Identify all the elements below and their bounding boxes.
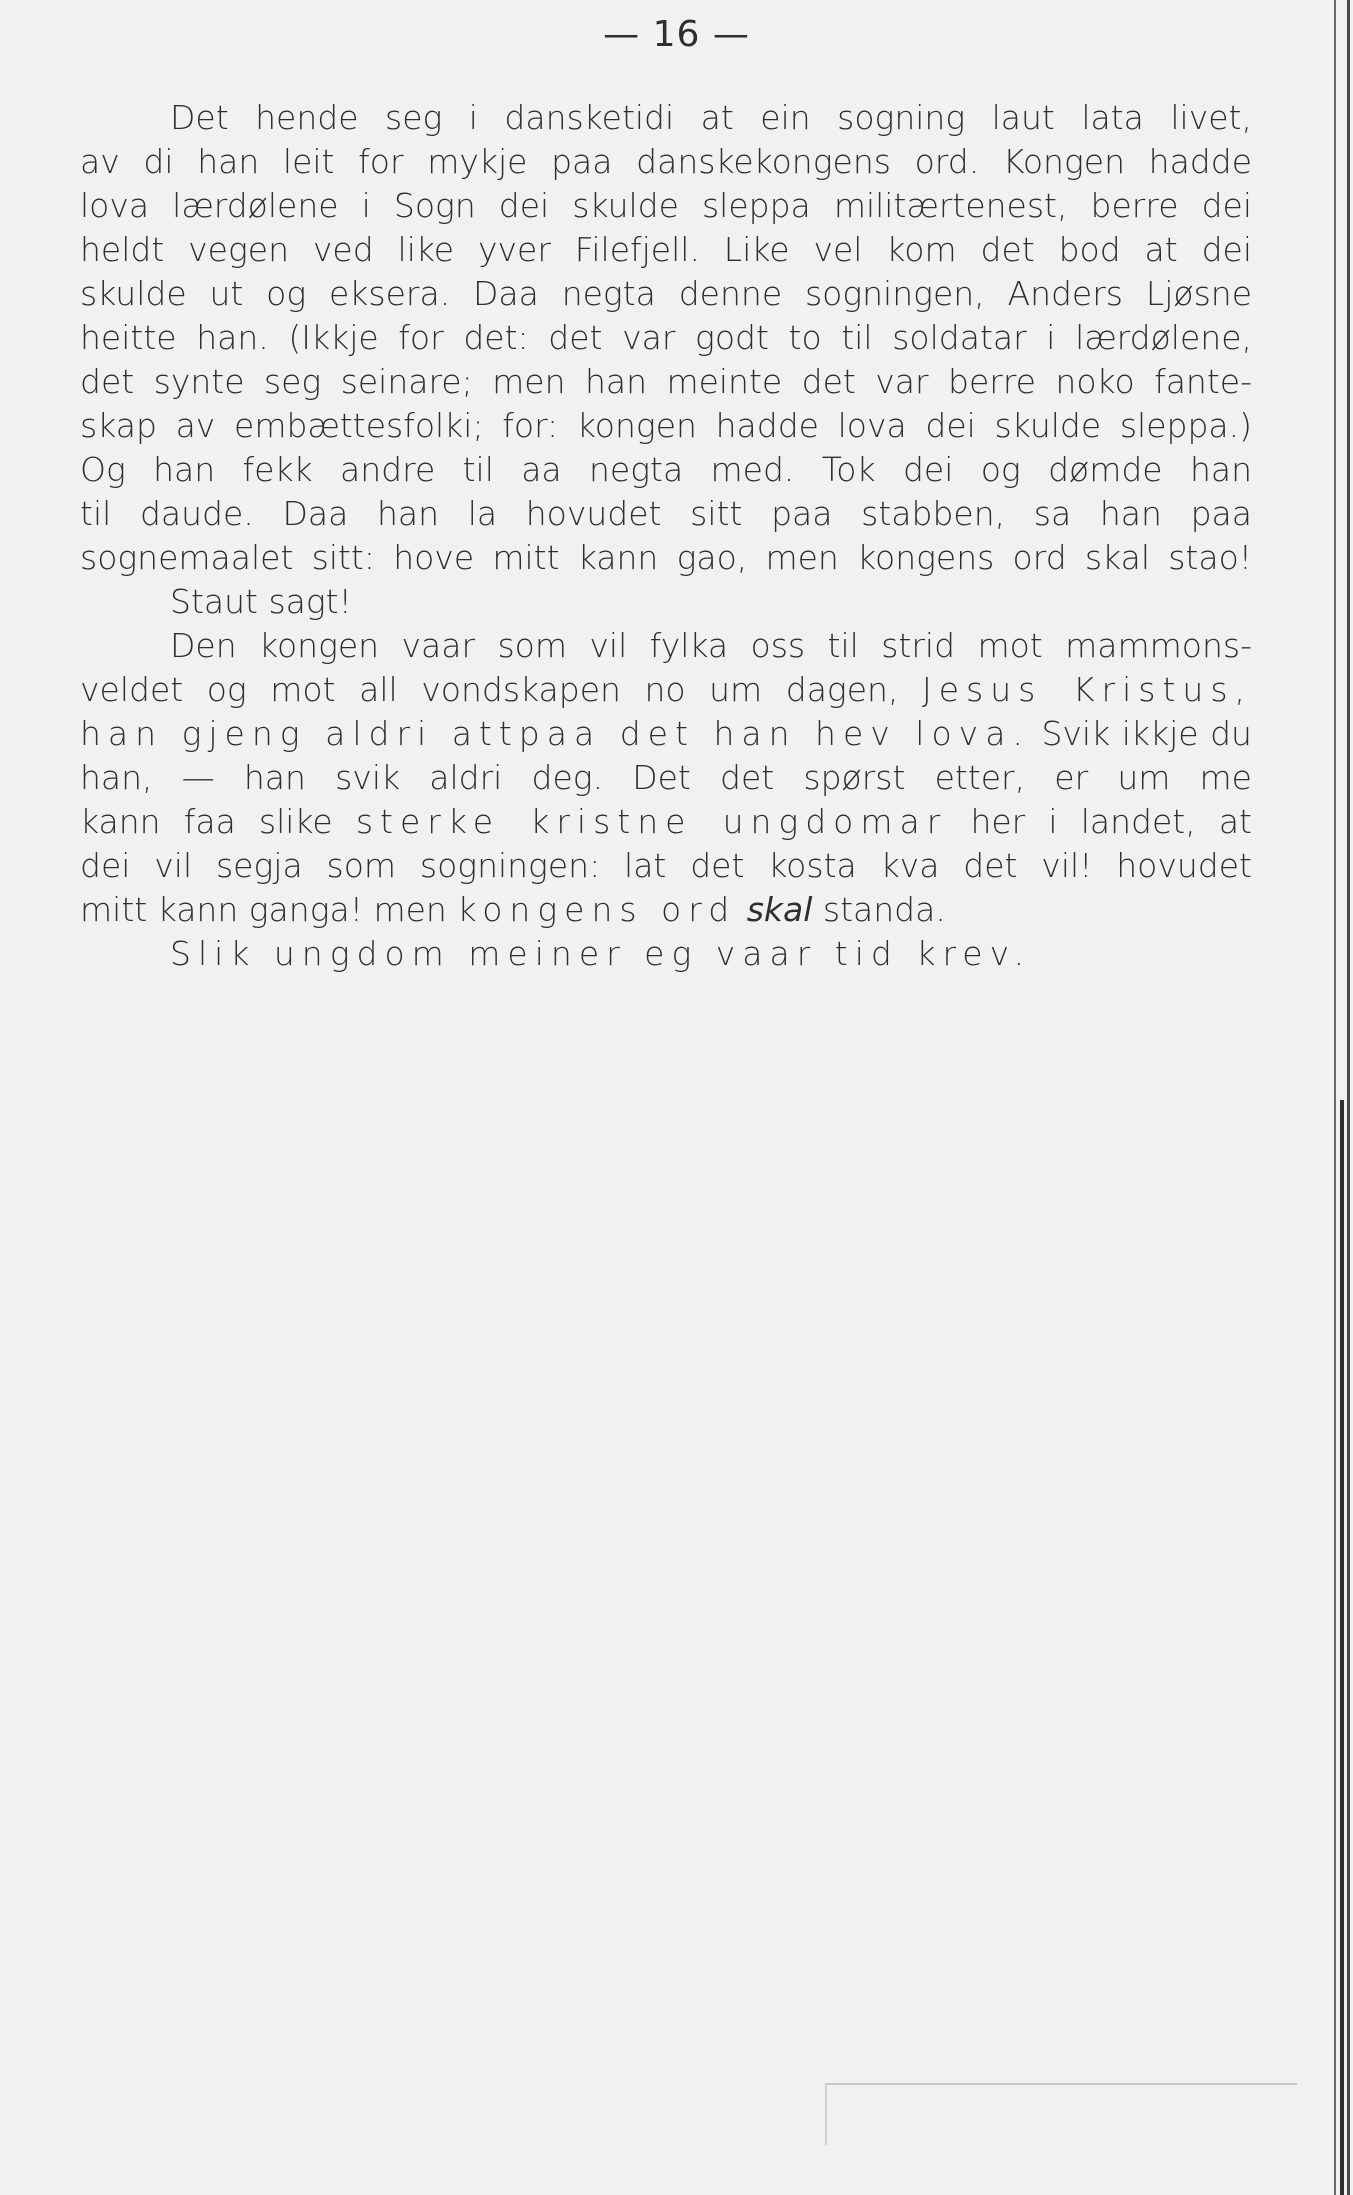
text-line: heldt vegen ved like yver Filefjell. Like vel kom det bod at dei [80,230,1252,269]
text-line: skulde ut og eksera. Daa negta denne sogningen, Anders Ljøsne [80,274,1252,313]
text-fragment: Svik ikkje du [1041,714,1252,753]
spaced-emphasis: kongens ord [457,890,737,929]
paper-crease-mark [825,2083,1297,2145]
text-line: skap av embættesfolki; for: kongen hadde lova dei skulde sleppa.) [80,406,1252,445]
spaced-emphasis: sterke kristne ungdomar [355,802,948,841]
page-edge-line [1340,1100,1344,2195]
text-line: han, — han svik aldri deg. Det det spørst etter, er um me [80,758,1252,797]
text-line [80,888,1252,932]
text-fragment: standa. [822,890,946,929]
text-line [80,800,1252,844]
page-number: — 16 — [603,14,750,55]
body-text [80,96,1252,976]
page-edge-line [1334,0,1336,2195]
text-line: Det hende seg i dansketidi at ein sogning laut lata livet, [170,98,1252,137]
text-line: lova lærdølene i Sogn dei skulde sleppa militærtenest, berre dei [80,186,1252,225]
text-line: sognemaalet sitt: hove mitt kann gao, men kongens ord skal stao! [80,538,1252,577]
text-line: heitte han. (Ikkje for det: det var godt to til soldatar i lærdølene, [80,318,1252,357]
text-line: til daude. Daa han la hovudet sitt paa stabben, sa han paa [80,494,1252,533]
text-fragment: kann faa slike [80,802,333,841]
text-line: det synte seg seinare; men han meinte det var berre noko fante- [80,362,1252,401]
text-line: Den kongen vaar som vil fylka oss til strid mot mammons- [170,626,1252,665]
text-line: Og han fekk andre til aa negta med. Tok dei og dømde han [80,450,1252,489]
text-fragment: mitt kann ganga! men [80,890,447,929]
text-fragment: her i landet, at [970,802,1252,841]
page-edge-line [1347,0,1350,2195]
spaced-emphasis: han gjeng aldri attpaa det han hev lova. [80,714,1030,753]
text-line [80,712,1252,756]
italic-emphasis: skal [746,890,813,929]
text-line: Slik ungdom meiner eg vaar tid krev. [170,934,1032,973]
text-line [80,668,1252,712]
text-line: av di han leit for mykje paa danskekongens ord. Kongen hadde [80,142,1252,181]
spaced-emphasis: Jesus Kristus, [922,670,1252,709]
text-line: dei vil segja som sogningen: lat det kosta kva det vil! hovudet [80,846,1252,885]
text-line: Staut sagt! [170,582,352,621]
text-fragment: veldet og mot all vondskapen no um dagen, [80,670,899,709]
